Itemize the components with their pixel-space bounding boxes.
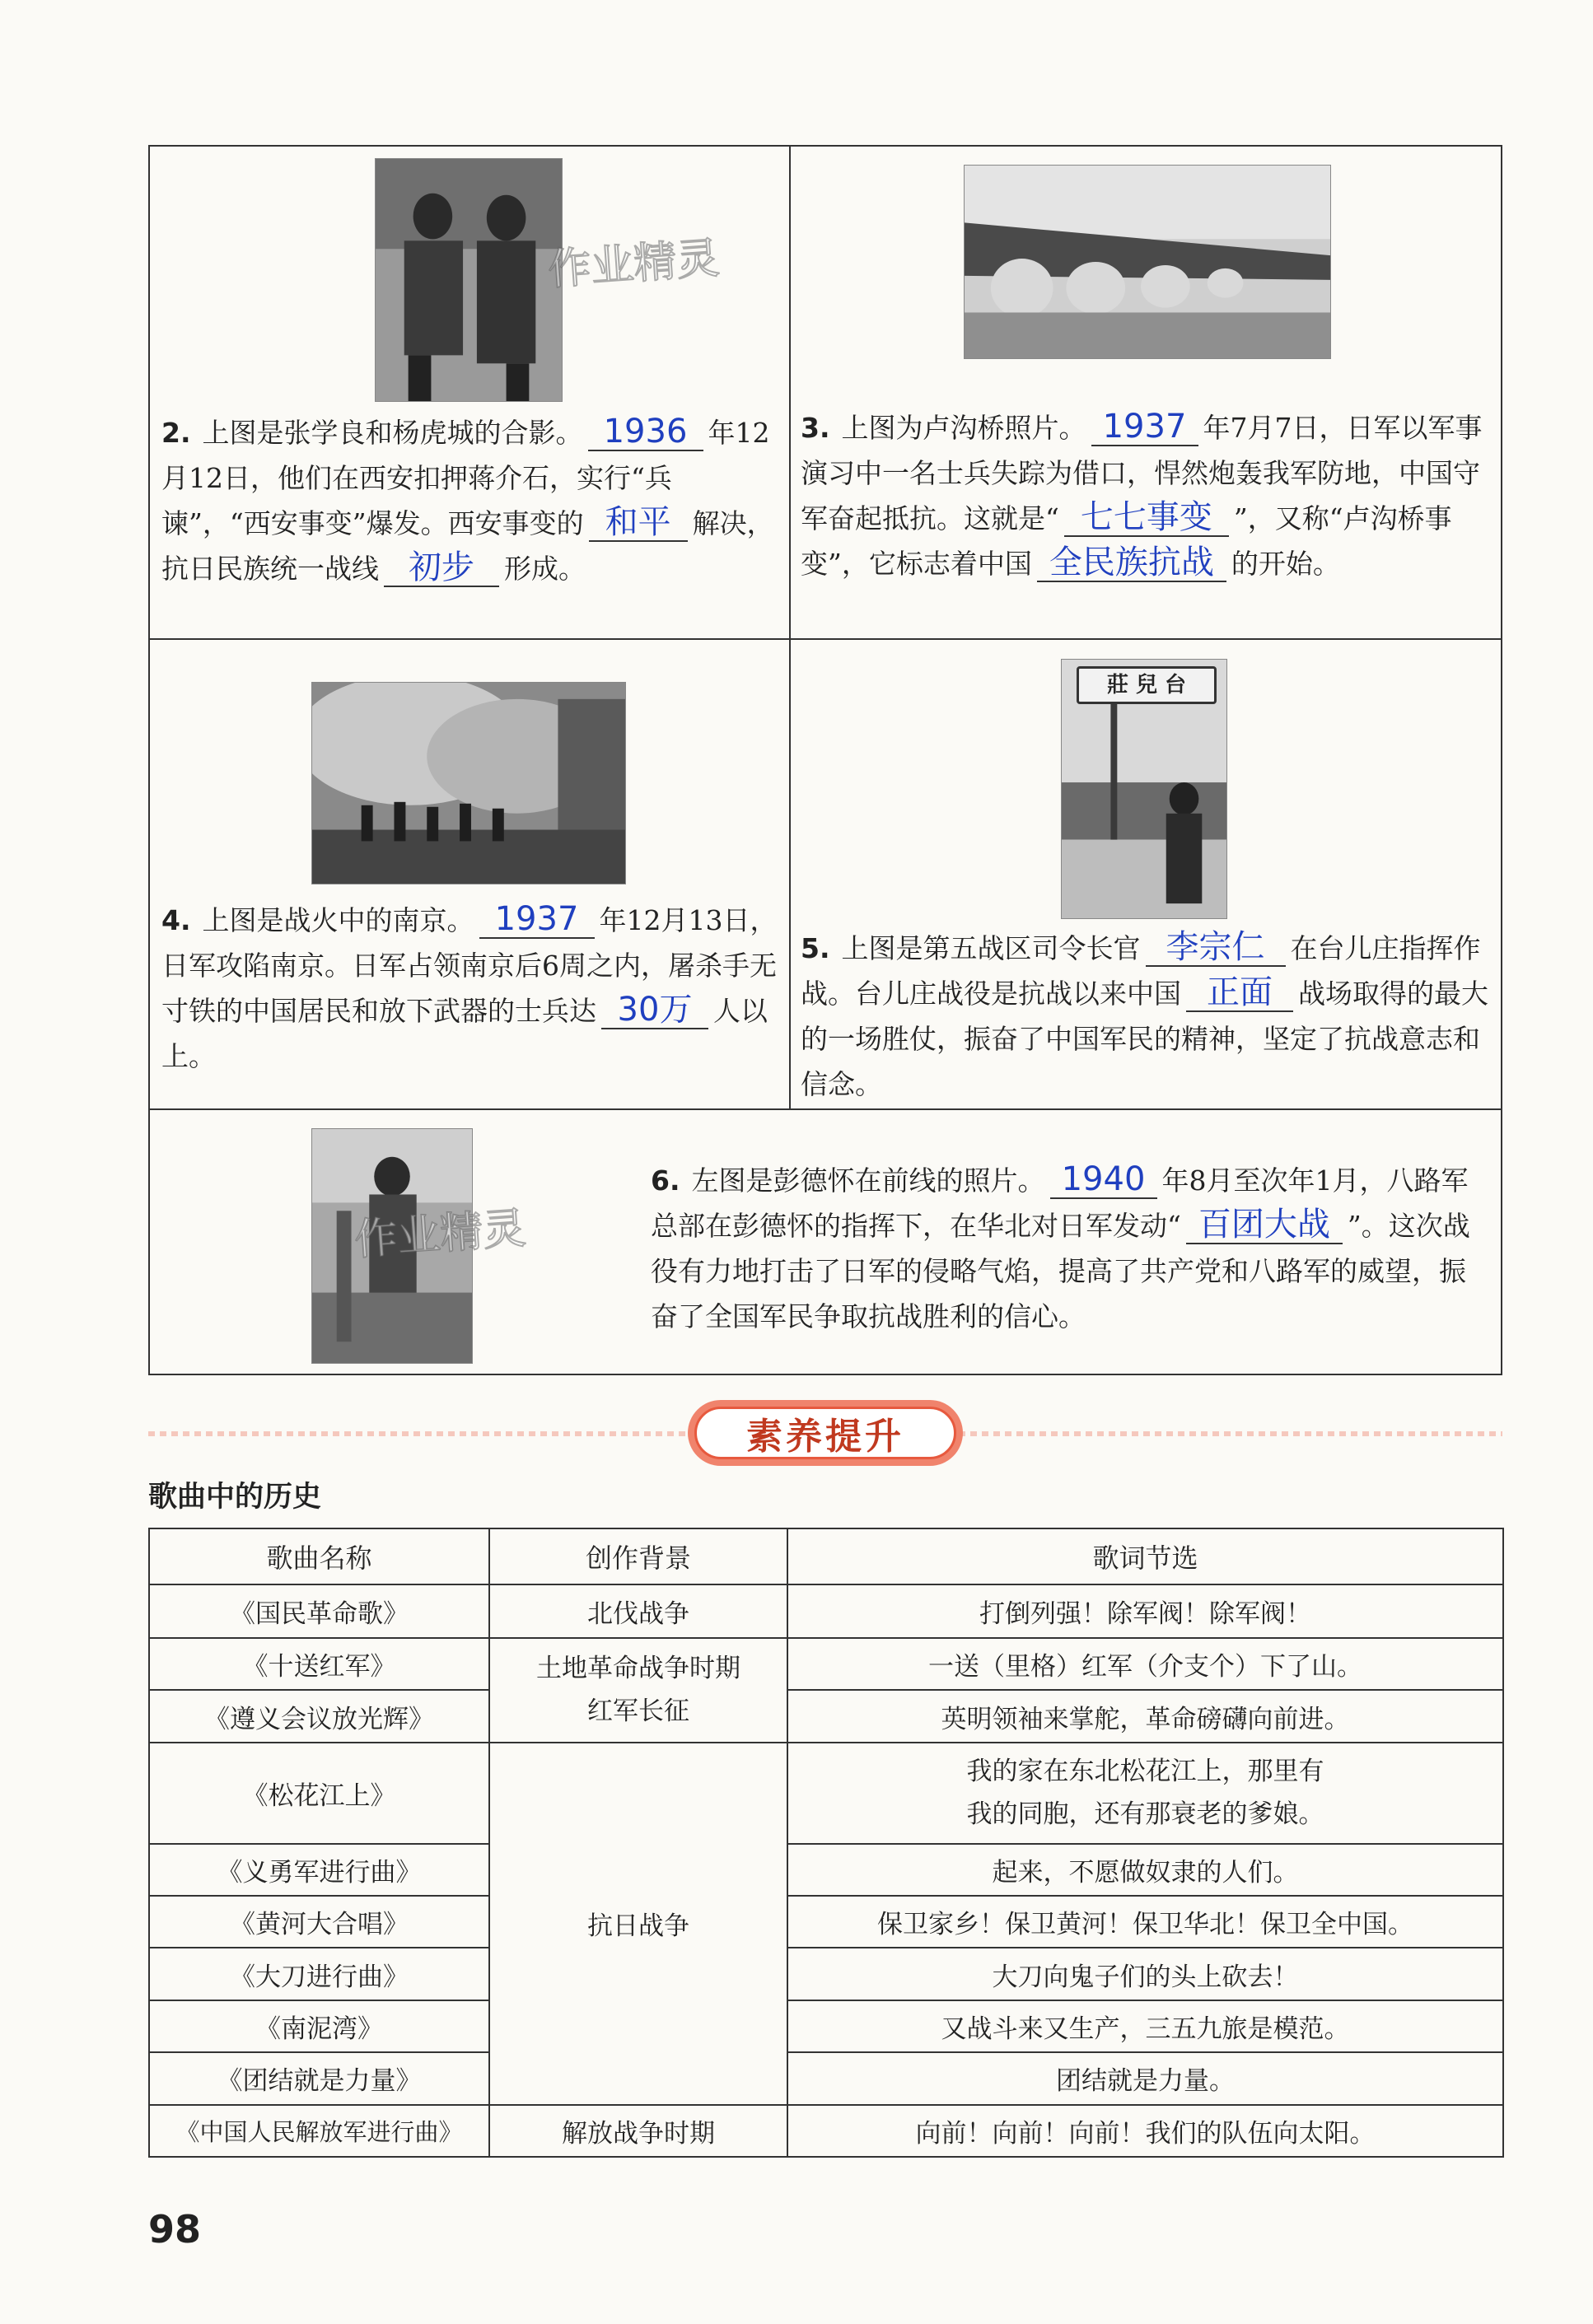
song-name-cell: 《松花江上》 xyxy=(149,1743,489,1844)
card-2-answer-stage[interactable]: 初步 xyxy=(384,549,499,587)
card-6-text-part1: 左图是彭德怀在前线的照片。 xyxy=(691,1164,1045,1197)
card-6-text-part3: ”。这次战役有力地打击了日军的侵略气焰，提高了共产党和八路军的威望，振奋了全国军民争取抗战胜利的信心。 xyxy=(651,1210,1470,1332)
grid-divider-row-1 xyxy=(148,638,1502,640)
card-5-text xyxy=(801,926,1493,1107)
lyric-cell: 起来，不愿做奴隶的人们。 xyxy=(787,1844,1503,1896)
card-6-text xyxy=(651,1158,1493,1339)
card-3-text-part4: 的开始。 xyxy=(1231,548,1340,580)
photo-lugou-bridge xyxy=(964,165,1331,359)
section-title: 歌曲中的历史 xyxy=(148,1481,322,1514)
card-3-number: 3. xyxy=(801,412,830,444)
song-name-cell: 《团结就是力量》 xyxy=(149,2052,489,2104)
card-3-answer-incident[interactable]: 七七事变 xyxy=(1064,499,1229,537)
page-number: 98 xyxy=(148,2207,202,2252)
lyric-line-1: 我的家在东北松花江上，那里有 xyxy=(966,1757,1324,1787)
card-5-answer-commander[interactable]: 李宗仁 xyxy=(1146,929,1286,967)
card-4-text-part3: 人以上。 xyxy=(161,995,768,1072)
card-6-answer-year[interactable]: 1940 xyxy=(1050,1161,1157,1199)
grid-divider-row-2 xyxy=(148,1108,1502,1110)
card-2-text-part3: 解决，抗日民族统一战线 xyxy=(161,507,774,585)
taierzhuang-sign: 莊 兒 台 xyxy=(1077,666,1217,704)
table-row xyxy=(149,2052,1503,2104)
lyric-cell: 大刀向鬼子们的头上砍去！ xyxy=(787,1948,1503,2000)
lyric-cell: 英明领袖来掌舵，革命磅礴向前进。 xyxy=(787,1690,1503,1742)
grid-divider-vertical xyxy=(789,145,791,1108)
song-name-cell: 《中国人民解放军进行曲》 xyxy=(149,2105,489,2157)
card-3-text-part3: ”，又称“卢沟桥事变”，它标志着中国 xyxy=(801,502,1452,580)
card-3-answer-year[interactable]: 1937 xyxy=(1091,408,1198,446)
table-row xyxy=(149,1948,1503,2000)
card-4-answer-year[interactable]: 1937 xyxy=(479,901,595,939)
card-6-number: 6. xyxy=(651,1164,680,1197)
lyric-cell: 一送（里格）红军（介支个）下了山。 xyxy=(787,1638,1503,1690)
banner-line-left xyxy=(148,1431,692,1436)
card-4-text-part1: 上图是战火中的南京。 xyxy=(202,904,474,936)
card-2-answer-resolution[interactable]: 和平 xyxy=(589,504,688,542)
header-background: 创作背景 xyxy=(489,1528,787,1584)
lyric-cell xyxy=(787,1743,1503,1844)
song-name-cell: 《黄河大合唱》 xyxy=(149,1896,489,1948)
watermark-1: 作业精灵 xyxy=(546,233,722,296)
background-line-2: 红军长征 xyxy=(587,1696,689,1727)
table-row xyxy=(149,1844,1503,1896)
card-4-text-part2: 年12月13日，日军攻陷南京。日军占领南京后6周之内，屠杀手无寸铁的中国居民和放下武器的士兵达 xyxy=(161,904,778,1027)
photo-nanjing xyxy=(311,682,626,884)
card-2-answer-year[interactable]: 1936 xyxy=(588,413,703,451)
section-banner xyxy=(148,1400,1502,1466)
song-name-cell: 《大刀进行曲》 xyxy=(149,1948,489,2000)
background-cell: 北伐战争 xyxy=(489,1584,787,1638)
lyric-cell: 保卫家乡！保卫黄河！保卫华北！保卫全中国。 xyxy=(787,1896,1503,1948)
table-row xyxy=(149,1638,1503,1690)
table-row xyxy=(149,2000,1503,2052)
songs-table xyxy=(148,1528,1504,2158)
song-name-cell: 《遵义会议放光辉》 xyxy=(149,1690,489,1742)
card-6-answer-campaign[interactable]: 百团大战 xyxy=(1186,1206,1343,1244)
card-5-text-part1: 上图是第五战区司令长官 xyxy=(841,932,1141,964)
card-2-text-part1: 上图是张学良和杨虎城的合影。 xyxy=(202,417,583,449)
card-5-answer-front[interactable]: 正面 xyxy=(1186,974,1293,1012)
card-3-answer-war[interactable]: 全民族抗战 xyxy=(1037,544,1226,582)
card-4-text xyxy=(161,898,779,1079)
watermark-2: 作业精灵 xyxy=(353,1203,528,1266)
song-name-cell: 《国民革命歌》 xyxy=(149,1584,489,1638)
background-cell xyxy=(489,1638,787,1743)
lyric-cell: 又战斗来又生产，三五九旅是模范。 xyxy=(787,2000,1503,2052)
card-2-number: 2. xyxy=(161,417,191,449)
table-row xyxy=(149,1743,1503,1844)
card-4-number: 4. xyxy=(161,904,191,936)
card-2-text-part2: 年12月12日，他们在西安扣押蒋介石，实行“兵谏”，“西安事变”爆发。西安事变的 xyxy=(161,417,770,539)
table-header-row xyxy=(149,1528,1503,1584)
card-3-text xyxy=(801,405,1493,586)
card-4-answer-death-toll[interactable]: 30万 xyxy=(601,992,708,1029)
card-2-text xyxy=(161,410,779,591)
card-5-text-part3: 战场取得的最大的一场胜仗，振奋了中国军民的精神，坚定了抗战意志和信念。 xyxy=(801,978,1488,1100)
background-cell: 抗日战争 xyxy=(489,1743,787,2105)
banner-title: 素养提升 xyxy=(694,1407,956,1459)
card-3-text-part2: 年7月7日，日军以军事演习中一名士兵失踪为借口，悍然炮轰我军防地，中国守军奋起抵抗。这就是“ xyxy=(801,412,1483,534)
header-lyrics: 歌词节选 xyxy=(787,1528,1503,1584)
card-5-number: 5. xyxy=(801,932,830,964)
banner-line-right xyxy=(959,1431,1502,1436)
song-name-cell: 《南泥湾》 xyxy=(149,2000,489,2052)
card-5-text-part2: 在台儿庄指挥作战。台儿庄战役是抗战以来中国 xyxy=(801,932,1481,1010)
card-2-text-part4: 形成。 xyxy=(504,553,586,585)
lyric-cell: 向前！向前！向前！我们的队伍向太阳。 xyxy=(787,2105,1503,2157)
lyric-cell: 团结就是力量。 xyxy=(787,2052,1503,2104)
song-name-cell: 《十送红军》 xyxy=(149,1638,489,1690)
lyric-line-2: 我的同胞，还有那衰老的爹娘。 xyxy=(966,1799,1324,1830)
banner-badge xyxy=(688,1400,963,1466)
table-row xyxy=(149,1896,1503,1948)
table-row xyxy=(149,1690,1503,1742)
table-row xyxy=(149,2105,1503,2157)
card-3-text-part1: 上图为卢沟桥照片。 xyxy=(841,412,1086,444)
photo-taierzhuang xyxy=(1061,659,1227,919)
lyric-cell: 打倒列强！除军阀！除军阀！ xyxy=(787,1584,1503,1638)
background-line-1: 土地革命战争时期 xyxy=(536,1654,740,1684)
song-name-cell: 《义勇军进行曲》 xyxy=(149,1844,489,1896)
photo-zhang-yang xyxy=(375,158,563,402)
header-song-name: 歌曲名称 xyxy=(149,1528,489,1584)
card-6-text-part2: 年8月至次年1月，八路军总部在彭德怀的指挥下，在华北对日军发动“ xyxy=(651,1164,1469,1242)
table-row xyxy=(149,1584,1503,1638)
background-cell: 解放战争时期 xyxy=(489,2105,787,2157)
